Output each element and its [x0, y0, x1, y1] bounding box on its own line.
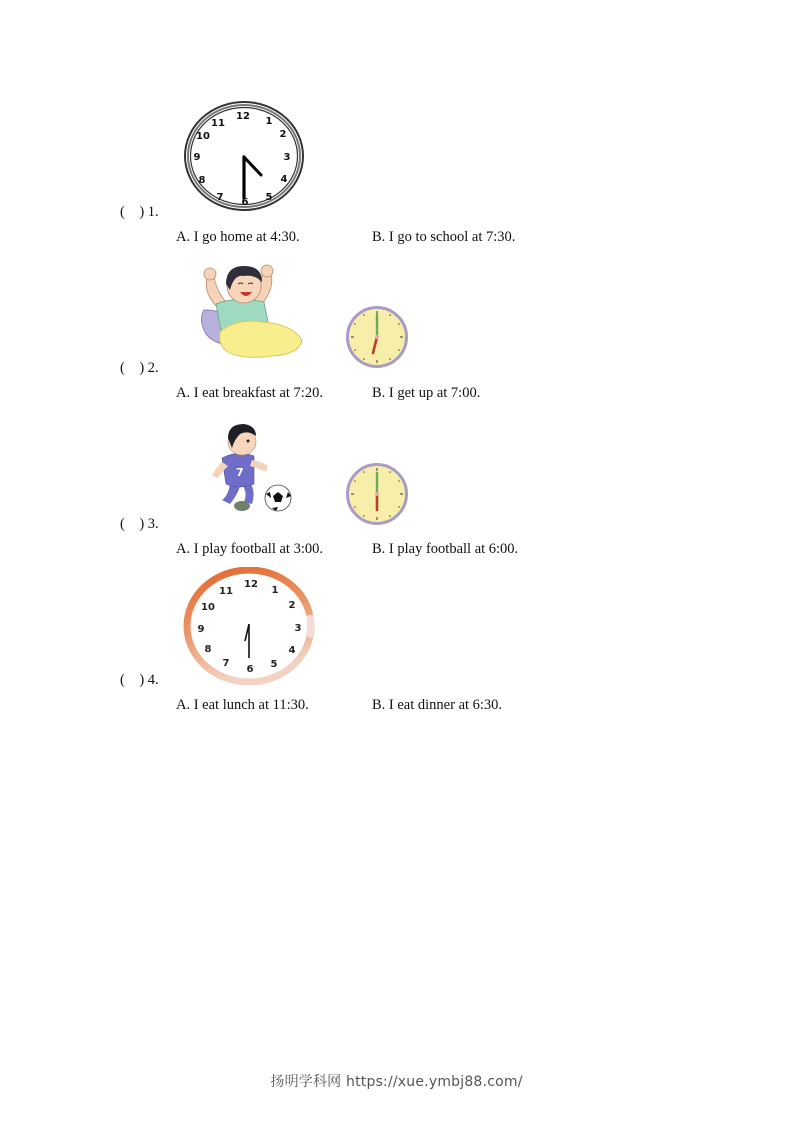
svg-text:5: 5 [265, 192, 273, 203]
option-a-q2: A. I eat breakfast at 7:20. [176, 385, 323, 401]
svg-text:12: 12 [236, 111, 250, 122]
question-number-3: ( ) 3. [120, 516, 159, 532]
question-number-1: ( ) 1. [120, 204, 159, 220]
clock-image-q2 [345, 305, 409, 369]
boy-waking-up-image [192, 262, 307, 362]
clock-image-q3 [345, 462, 409, 526]
svg-text:10: 10 [196, 131, 210, 142]
svg-text:2: 2 [279, 129, 287, 140]
svg-text:1: 1 [271, 585, 279, 596]
svg-text:7: 7 [216, 192, 224, 203]
svg-text:11: 11 [219, 586, 233, 597]
svg-text:5: 5 [270, 659, 278, 670]
svg-text:8: 8 [198, 175, 206, 186]
boy-playing-football-image [208, 422, 298, 514]
option-a-q3: A. I play football at 3:00. [176, 541, 323, 557]
svg-text:2: 2 [288, 600, 296, 611]
svg-text:9: 9 [197, 624, 205, 635]
svg-text:1: 1 [265, 116, 273, 127]
svg-text:6: 6 [241, 197, 249, 208]
option-a-q1: A. I go home at 4:30. [176, 229, 300, 245]
svg-text:11: 11 [211, 118, 225, 129]
option-b-q4: B. I eat dinner at 6:30. [372, 697, 503, 713]
svg-text:3: 3 [294, 623, 302, 634]
option-b-q1: B. I go to school at 7:30. [372, 229, 516, 245]
svg-text:7: 7 [236, 466, 244, 479]
svg-text:6: 6 [246, 664, 254, 675]
option-b-q2: B. I get up at 7:00. [372, 385, 481, 401]
svg-text:3: 3 [283, 152, 291, 163]
clock-image-q1 [182, 100, 307, 212]
svg-text:12: 12 [244, 579, 258, 590]
svg-text:4: 4 [288, 645, 296, 656]
svg-text:8: 8 [204, 644, 212, 655]
option-b-q3: B. I play football at 6:00. [372, 541, 519, 557]
question-number-2: ( ) 2. [120, 360, 159, 376]
question-number-4: ( ) 4. [120, 672, 159, 688]
clock-image-q4 [182, 567, 318, 685]
svg-text:10: 10 [201, 602, 215, 613]
svg-text:4: 4 [280, 174, 288, 185]
footer-watermark: 扬明学科网 https://xue.ymbj88.com/ [270, 1074, 523, 1090]
svg-text:9: 9 [193, 152, 201, 163]
svg-text:7: 7 [222, 658, 230, 669]
option-a-q4: A. I eat lunch at 11:30. [176, 697, 309, 713]
